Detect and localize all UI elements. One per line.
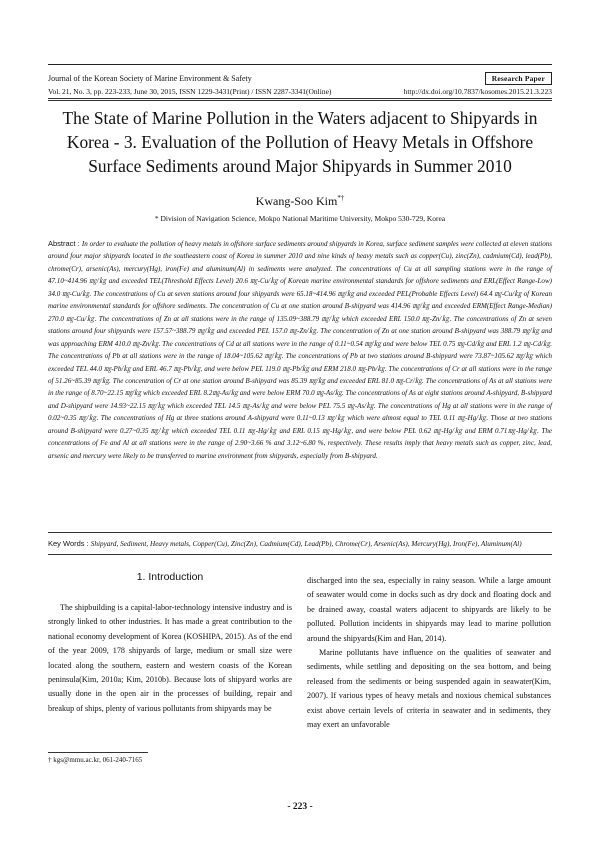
page-number: - 223 - — [287, 802, 313, 812]
abstract-text: In order to evaluate the pollution of heavy metals in offshore surface sediments around shipyards in Korea, surface sediment samples were collected at eleven stations around four major shipyards located in the southeastern coast of Korea in summer 2010 and nine kinds of heavy metals such as copper(Cu), zinc(Zn), cadmium(Cd), lead(Pb), chrome(Cr), arsenic(As), mercury(Hg), iron(Fe) and aluminum(Al) in sediments were analyzed. The concentrations of Cu at all sampling stations were in the range of 47.10~414.96 ㎎/㎏ and exceeded TEL(Threshold Effects Level) 20.6 ㎎-Cu/㎏ of Korean marine environmental standards for offshore sediments and ERL(Effect Range-Low) 34.0 ㎎-Cu/㎏. The concentrations of Cu at seven stations around four shipyards were 65.18~414.96 ㎎/㎏ and exceeded PEL(Probable Effects Level) 64.4 ㎎-Cu/㎏ of Korean marine environmental standards for offshore sediments. The concentration of Cu at one station around B-shipyard was 414.96 ㎎/㎏ and exceeded ERM(Effect Range-Median) 270.0 ㎎-Cu/㎏. The concentrations of Zn at all stations were in the range of 135.09~388.79 ㎎/㎏ which exceeded ERL 150.0 ㎎-Zn/㎏. The concentrations of Zn at seven stations around four shipyards were 157.57~388.79 ㎎/㎏ and exceeded PEL 157.0 ㎎-Zn/㎏. The concentration of Zn at one station around B-shipyard was 388.79 ㎎/㎏ and was approaching ERM 410.0 ㎎-Zn/㎏. The concentrations of Cd at all stations were in the range of 0.11~0.54 ㎎/㎏ and were below TEL 0.75 ㎎-Cd/㎏ and ERL 1.2 ㎎-Cd/㎏. The concentrations of Pb at all stations were in the range of 18.04~105.62 ㎎/㎏. The concentrations of Pb at two stations around B-shipyard were 73.87~105.62 ㎎/㎏ which exceeded TEL 44.0 ㎎-Pb/㎏ and ERL 46.7 ㎎-Pb/㎏, and were below PEL 119.0 ㎎-Pb/㎏ and ERM 218.0 ㎎-Pb/㎏. The concentrations of Cr at all stations were in the range of 51.26~85.39 ㎎/㎏. The concentration of Cr at one station around B-shipyard was 85.39 ㎎/㎏ and exceeded ERL 81.0 ㎎-Cr/㎏. The concentrations of As at all stations were in the range of 8.70~22.15 ㎎/㎏ which exceeded ERL 8.2㎎-As/㎏ and were below ERM 70.0 ㎎-As/㎏. The concentrations of As at eight stations around A-shipyard, B-shipyard and D-shipyard were 14.93~22.15 ㎎/㎏ which exceeded TEL 14.5 ㎎-As/㎏ and were below PEL 75.5 ㎎-As/㎏. The concentrations of Hg at all stations were in the range of 0.02~0.35 ㎎/㎏. The concentrations of Hg at three stations around A-shipyard were 0.11~0.13 ㎎/㎏ which were almost equal to TEL 0.11 ㎎-Hg/㎏. Those at two stations around B-shipyard were 0.27~0.35 ㎎/㎏ which exceeded TEL 0.11 ㎎-Hg/㎏ and ERL 0.15 ㎎-Hg/㎏, and were below PEL 0.62 ㎎-Hg/㎏ and ERM 0.71㎎-Hg/㎏. The concentrations of Fe and Al at all stations were in the range of 2.90~3.66 % and 3.12~6.80 %, respectively. These results imply that heavy metals such as copper, zinc, lead, arsenic and mercury were likely to be transferred to marine environment from shipyards, especially from B-shipyard. — [48, 240, 553, 460]
left-column — [48, 601, 292, 716]
research-paper-badge: Research Paper — [485, 72, 552, 85]
keywords-rule-bottom — [48, 554, 552, 555]
section-title-introduction: 1. Introduction — [136, 571, 204, 583]
keywords-text: Shipyard, Sediment, Heavy metals, Copper(Cu), Zinc(Zn), Cadmium(Cd), Lead(Pb), Chrome(Cr), Arsenic(As), Mercury(Hg), Iron(Fe), Aluminum(Al) — [90, 540, 522, 548]
author-mark: *† — [337, 194, 345, 202]
abstract — [48, 238, 552, 462]
author — [0, 194, 600, 209]
journal-name: Journal of the Korean Society of Marine Environment & Safety — [48, 74, 252, 83]
intro-paragraph: The shipbuilding is a capital-labor-technology intensive industry and is strongly linked to other industries. It has made a great contribution to the national economy development of Korea (KOSHIPA, 2015). As of the end of the year 2009, 178 shipyards of large, medium or small size were located along the southern, eastern and western coasts of the Korean peninsula(Kim, 2010a; Kim, 2010b). Because lots of shipyard works are usually done in the open air in the processes of building, repair and breakup of ships, plenty of various pollutants from shipyards may be — [48, 603, 292, 713]
keywords-rule-top — [48, 532, 552, 533]
affiliation: * Division of Navigation Science, Mokpo National Maritime University, Mokpo 530-729, Korea — [154, 214, 446, 223]
keywords-label: Key Words : — [48, 539, 91, 548]
author-name: Kwang-Soo Kim — [255, 194, 338, 208]
volume-info: Vol. 21, No. 3, pp. 223-233, June 30, 2015, ISSN 1229-3431(Print) / ISSN 2287-3341(Online) — [48, 87, 332, 96]
footnote-rule — [48, 752, 148, 753]
right-column — [307, 574, 551, 732]
keywords — [48, 539, 522, 548]
intro-paragraph: Marine pollutants have influence on the qualities of seawater and sediments, while settling and depositing on the sea bottom, and being released from the sediments or being suspended again in seawater(Kim, 2007). If various types of heavy metals and noxious chemical substances exist above certain levels of criteria in seawater and in sediments, they may exert an unfavorable — [307, 648, 551, 730]
doi-link[interactable]: http://dx.doi.org/10.7837/kosomes.2015.21.3.223 — [403, 87, 552, 96]
paper-title: The State of Marine Pollution in the Waters adjacent to Shipyards in Korea - 3. Evaluation of the Pollution of Heavy Metals in Offshore Surface Sediments around Major Shipyards in Summer 2010 — [62, 108, 538, 176]
intro-paragraph-continued: discharged into the sea, especially in rainy season. While a large amount of seawater would come in docks such as dry dock and floating dock and be drained away, coastal waters adjacent to shipyards are likely to be polluted. Pollution incidents in shipyards may lead to marine pollution around the shipyards(Kim and Han, 2014). — [307, 576, 551, 643]
header-rule-double — [48, 100, 552, 101]
abstract-label: Abstract : — [48, 239, 82, 248]
header-rule — [48, 98, 552, 99]
header-top-rule — [48, 64, 552, 65]
corresponding-author-footnote: † kgs@mmu.ac.kr, 061-240-7165 — [48, 756, 143, 764]
